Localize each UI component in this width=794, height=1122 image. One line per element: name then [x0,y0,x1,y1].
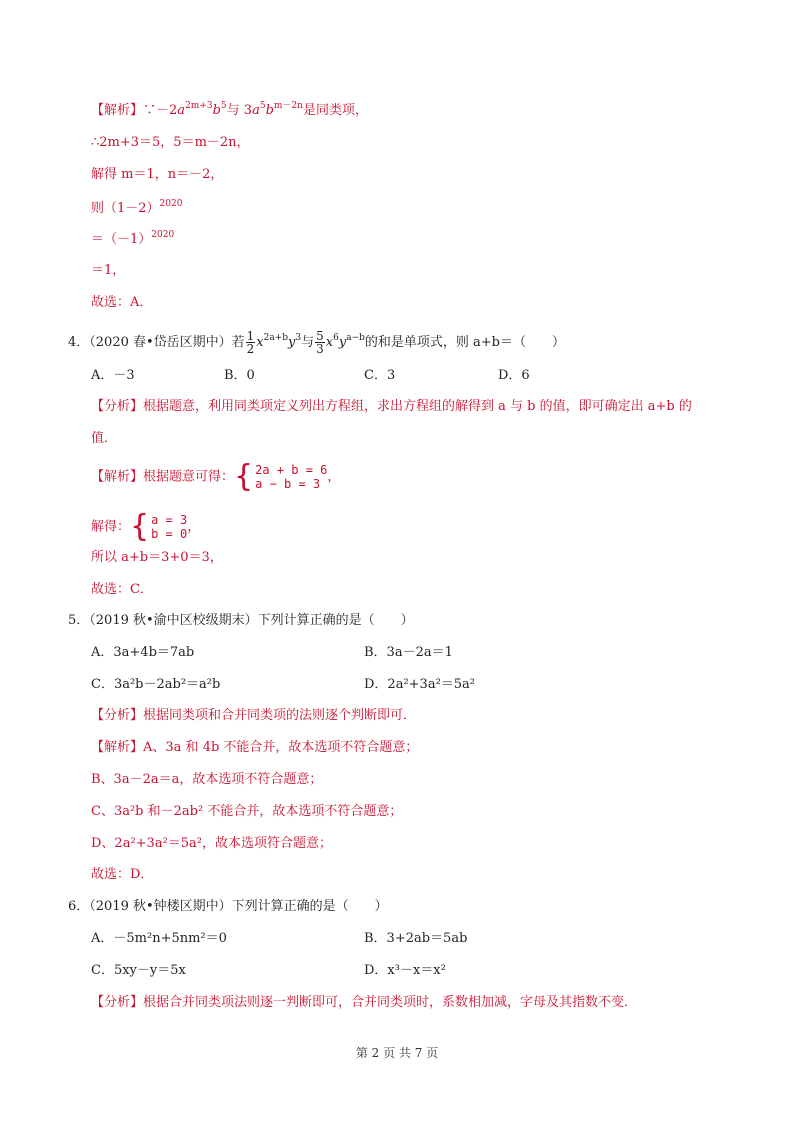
q6-analysis: 【分析】根据合并同类项法则逐一判断即可，合并同类项时，系数相加减，字母及其指数不变． [91,995,638,1010]
q6-option-d: D．x³－x＝x² [364,963,446,978]
q3-solution-line1: 【解析】$\because-2a^{2m+3}b^5$与 $3a^5b^{m-2n}$是同类项， [91,101,368,118]
q4-analysis-cont: 值． [91,431,118,446]
q5-analysis: 【分析】根据同类项和合并同类项的法则逐个判断即可． [91,708,417,723]
q3-solution-line3: 解得 m＝1，n＝－2， [91,167,224,182]
q4-answer: 故选：C． [91,582,153,597]
fraction-half: $\frac{1}{2}$ [246,329,255,356]
q5-stem: 5．（2019 秋•渝中区校级期末）下列计算正确的是（ ） [68,613,414,628]
equation-system: 2a + b = 6 a − b = 3 [255,463,328,491]
solution-system: a = 3 b = 0 [151,513,188,541]
q4-analysis: 【分析】根据题意，利用同类项定义列出方程组，求出方程组的解得到 a 与 b 的值，即可确定出 a+b 的 [91,399,692,414]
q3-answer: 故选：A． [91,295,153,310]
q4-option-a: A．－3 [91,368,135,383]
q4-sum: 所以 a+b＝3+0＝3， [91,550,223,565]
q3-solution-line4: 则$(1-2)^{2020}$ [91,199,183,216]
q5-solution-d: D、2a²+3a²＝5a²，故本选项符合题意； [91,836,333,851]
q3-solution-line6: ＝1， [91,263,126,278]
q6-option-b: B．3+2ab＝5ab [364,931,468,946]
q5-option-c: C．3a²b－2ab²＝a²b [91,677,221,692]
q5-option-d: D．2a²+3a²＝5a² [364,677,476,692]
q5-answer: 故选：D． [91,867,154,882]
q5-solution-c: C、3a²b 和－2ab² 不能合并，故本选项不符合题意； [91,804,403,819]
q4-stem: 4．（2020 春•岱岳区期中）若 $\frac{1}{2}$ $x^{2a+b}y^3$与 $\frac{5}{3}$ $x^6y^{a-b}$的和是单项式，则 a+b＝（ ） [68,329,566,356]
q5-solution-a: 【解析】A、3a 和 4b 不能合并，故本选项不符合题意； [91,740,419,755]
page-footer: 第 2 页 共 7 页 [355,1046,439,1060]
q3-solution-line2: ∴2m+3＝5，5＝m－2n， [91,135,250,150]
q6-stem: 6．（2019 秋•钟楼区期中）下列计算正确的是（ ） [68,899,388,914]
q5-option-a: A．3a+4b＝7ab [91,645,195,660]
q4-option-d: D．6 [498,368,530,383]
q4-solve: 解得：{ a = 3 b = 0 ， [91,509,201,544]
q5-option-b: B．3a－2a＝1 [364,645,453,660]
q5-solution-b: B、3a－2a＝a，故本选项不符合题意； [91,772,323,787]
q4-solution: 【解析】根据题意可得：{ 2a + b = 6 a − b = 3 ， [91,459,341,494]
q3-solution-line5: $=(-1)^{2020}$ [91,230,175,247]
jiexi-tag: 【解析】 [91,103,144,118]
q6-option-a: A．－5m²n+5nm²＝0 [91,931,227,946]
q4-option-b: B．0 [224,368,255,383]
fraction-five-thirds: $\frac{5}{3}$ [316,329,324,356]
q4-option-c: C．3 [364,368,396,383]
q6-option-c: C．5xy－y＝5x [91,963,186,978]
